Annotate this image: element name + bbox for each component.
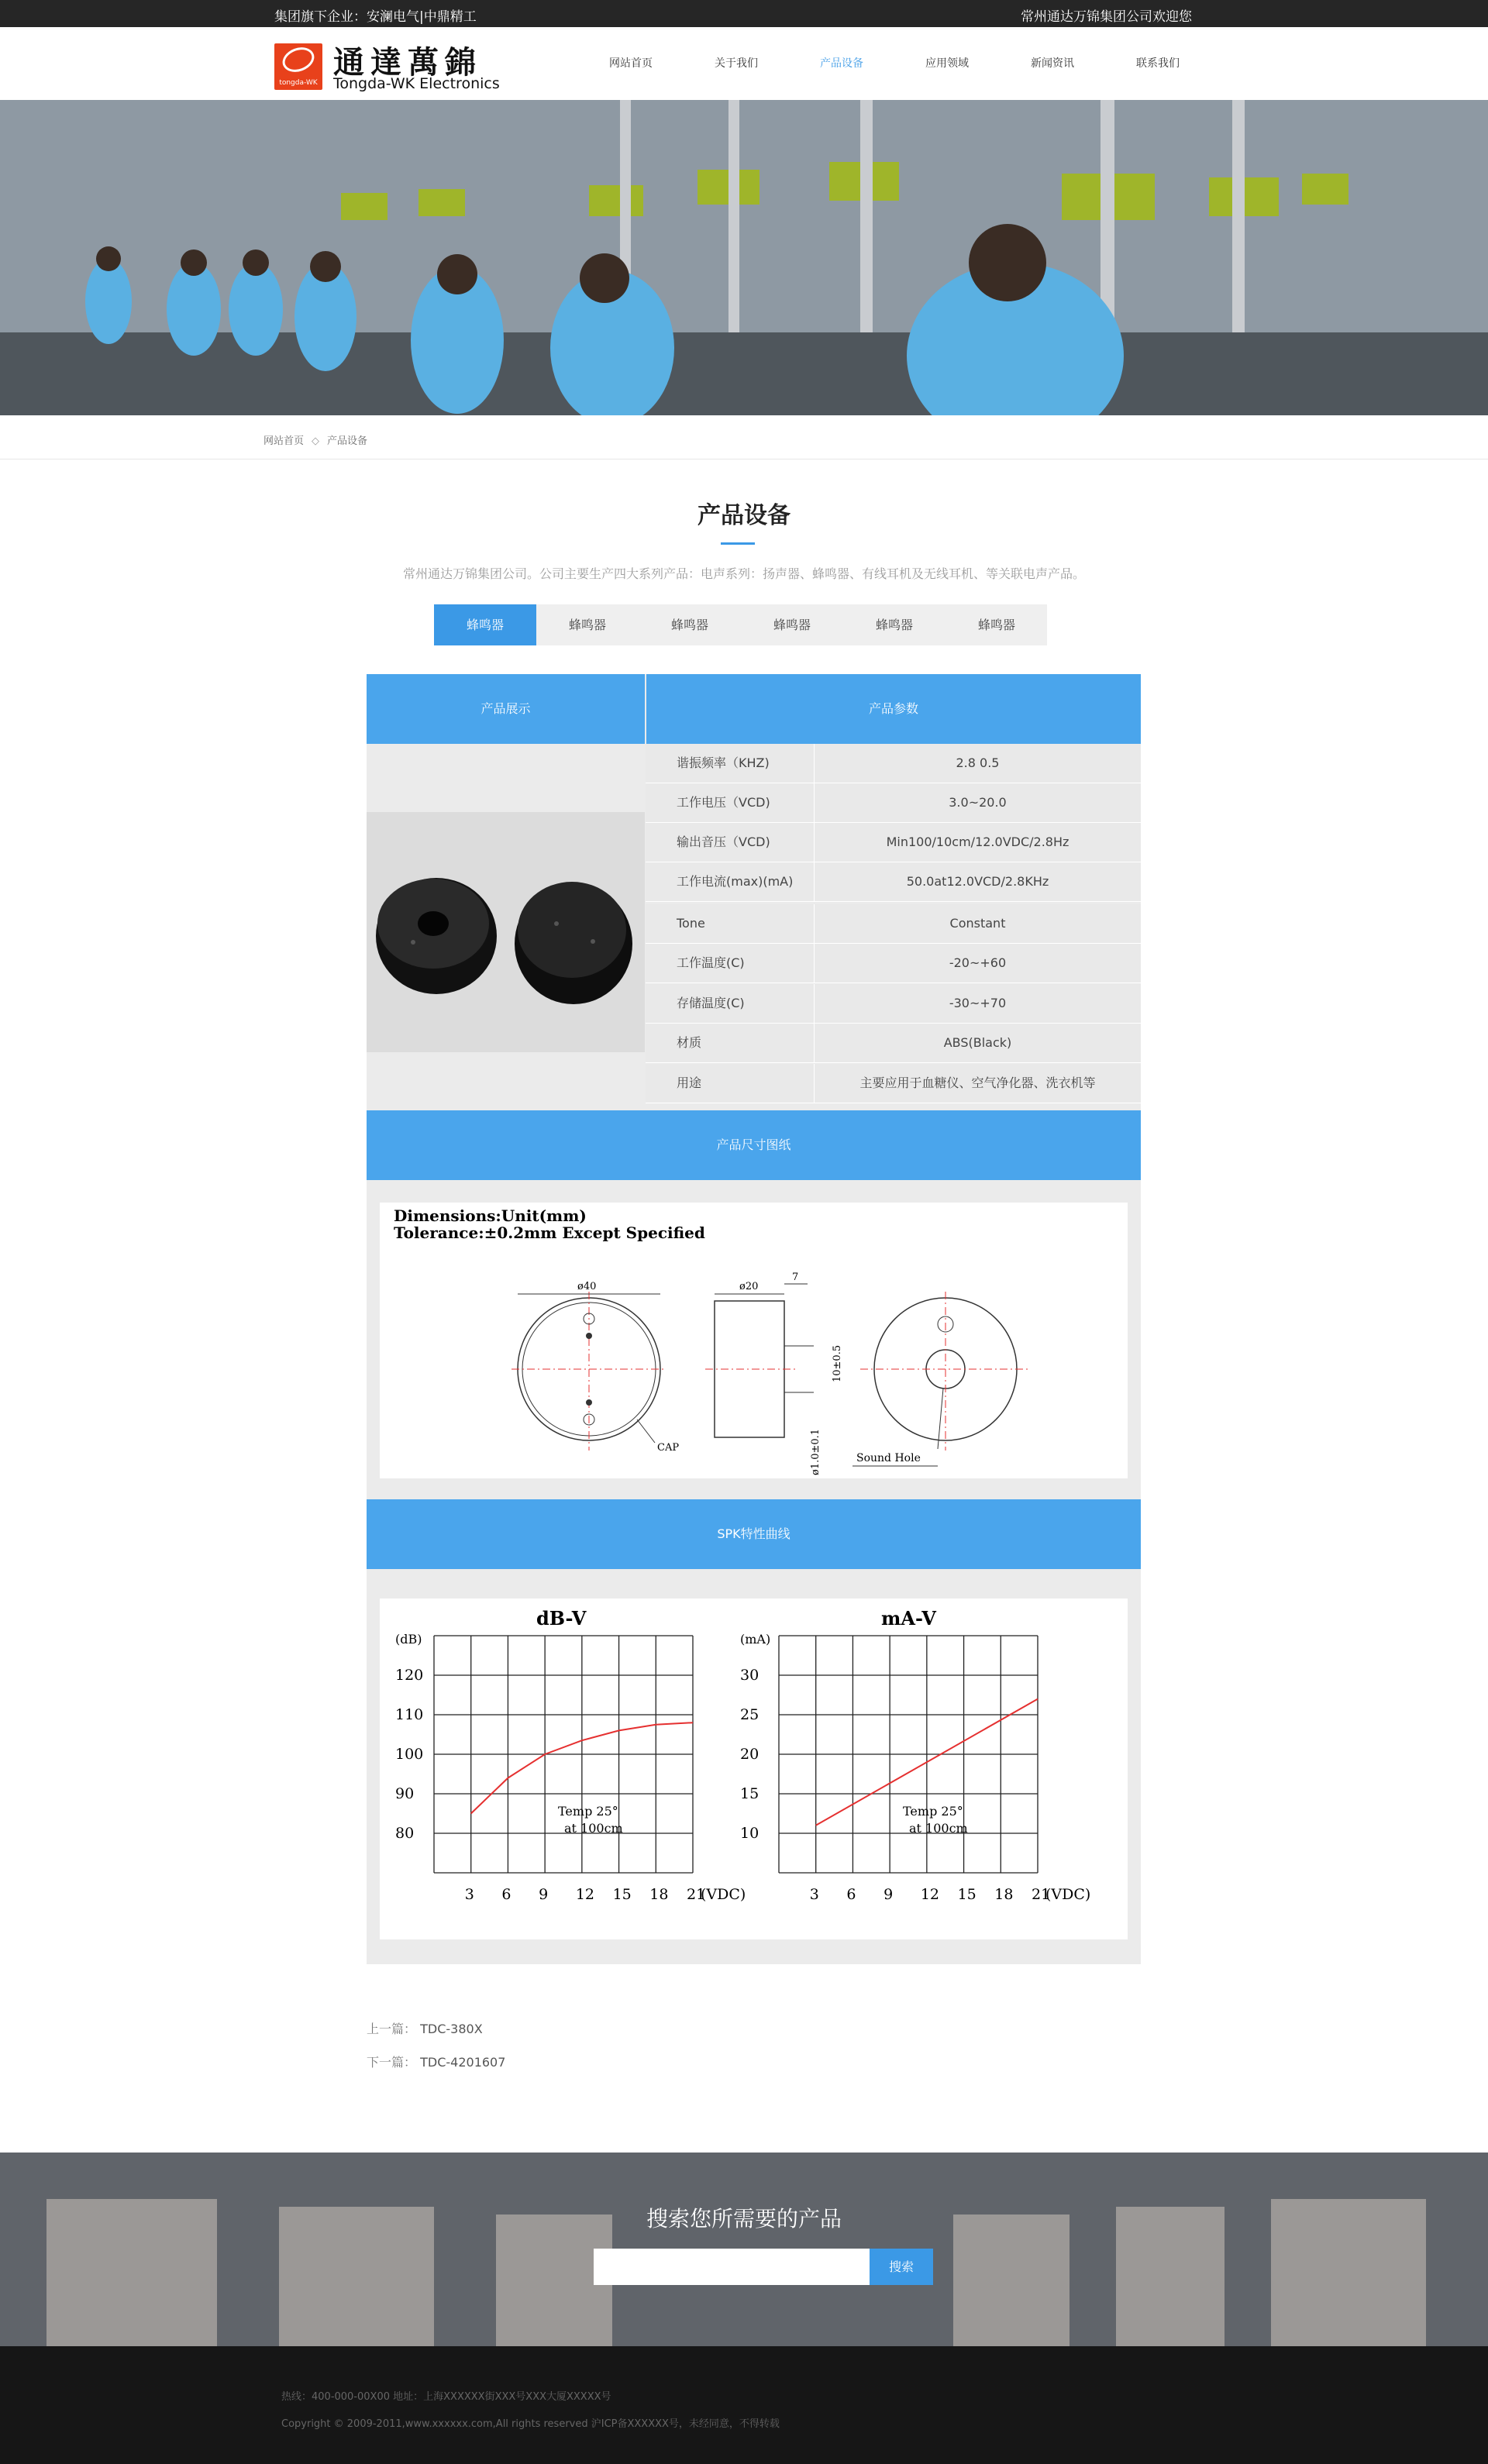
tab-buzzer-1[interactable]: 蜂鸣器 [434,604,536,645]
product-detail-panel [367,674,1141,1964]
dim-10: 10±0.5 [832,1344,843,1382]
group-companies-text: 集团旗下企业：安澜电气|中鼎精工 [274,9,477,25]
y-axis-label: (dB) [395,1632,422,1647]
spk-curve-header: SPK特性曲线 [367,1499,1141,1569]
y-tick-label: 80 [395,1825,415,1842]
chart-title: mA-V [881,1607,936,1629]
x-tick-label: 12 [575,1886,595,1903]
x-axis-label: (VDC) [701,1886,746,1903]
search-button[interactable]: 搜索 [870,2249,933,2285]
y-tick-label: 15 [740,1785,760,1802]
x-tick-label: 6 [846,1886,856,1903]
x-tick-label: 21 [687,1886,706,1903]
chart-title: dB-V [536,1607,587,1629]
category-tabs [434,604,1047,645]
prev-link[interactable]: TDC-380X [420,2022,483,2036]
prev-label: 上一篇： [367,2022,417,2036]
title-underline [721,542,755,545]
dim-d20: ø20 [739,1281,759,1292]
cap-label: CAP [657,1442,680,1454]
sound-hole-label: Sound Hole [856,1452,921,1464]
site-footer [0,2346,1488,2464]
chart-annotation: at 100cm [564,1821,623,1836]
y-tick-label: 110 [395,1706,424,1723]
product-image [367,744,645,1108]
param-row: 工作温度(C) -20~+60 [646,944,1141,983]
param-row: 工作电压（VCD) 3.0~20.0 [646,783,1141,823]
x-axis-label: (VDC) [1045,1886,1091,1903]
logo-badge-text: tongda-WK [279,79,318,87]
size-drawing-header: 产品尺寸图纸 [367,1110,1141,1180]
param-row: Tone Constant [646,904,1141,944]
x-tick-label: 9 [884,1886,894,1903]
footer-contact: 热线：400-000-00X00 地址：上海XXXXXX街XXX号XXX大厦XXXXX号 [281,2391,611,2403]
param-row: 谐振频率（KHZ) 2.8 0.5 [646,744,1141,783]
x-tick-label: 3 [809,1886,819,1903]
dimension-drawing [380,1203,1128,1478]
logo-english: Tongda-WK Electronics [333,75,500,92]
drawing-units-text: Dimensions:Unit(mm) [394,1206,587,1225]
product-show-header: 产品展示 [367,674,645,744]
y-tick-label: 25 [740,1706,760,1723]
x-tick-label: 21 [1032,1886,1051,1903]
welcome-text: 常州通达万锦集团公司欢迎您 [1021,9,1192,25]
page-title: 产品设备 [698,502,790,529]
x-tick-label: 18 [994,1886,1014,1903]
nav-news[interactable]: 新闻资讯 [1031,57,1074,70]
dim-d40: ø40 [577,1281,597,1292]
dim-7: 7 [792,1272,799,1283]
logo-chinese: 通達萬錦 [333,44,482,81]
param-row: 工作电流(max)(mA) 50.0at12.0VCD/2.8KHz [646,862,1141,902]
tab-buzzer-4[interactable]: 蜂鸣器 [773,618,811,632]
x-tick-label: 3 [464,1886,474,1903]
product-param-header: 产品参数 [646,674,1141,744]
y-axis-label: (mA) [740,1632,771,1647]
x-tick-label: 6 [501,1886,512,1903]
spk-charts-svg [380,1599,1128,1939]
next-link[interactable]: TDC-4201607 [420,2055,506,2070]
tab-buzzer-2[interactable]: 蜂鸣器 [568,618,606,632]
next-label: 下一篇： [367,2055,417,2070]
param-row: 用途 主要应用于血糖仪、空气净化器、洗衣机等 [646,1064,1141,1103]
y-tick-label: 30 [740,1667,760,1684]
nav-applications[interactable]: 应用领域 [925,57,969,70]
prev-article[interactable] [367,2019,483,2037]
breadcrumb [264,432,367,447]
x-tick-label: 18 [649,1886,669,1903]
next-article[interactable] [367,2053,505,2070]
breadcrumb-home[interactable]: 网站首页 [264,435,305,447]
drawing-tolerance-text: Tolerance:±0.2mm Except Specified [394,1223,705,1242]
x-tick-label: 15 [957,1886,976,1903]
logo-icon[interactable] [274,43,322,90]
x-tick-label: 12 [920,1886,940,1903]
page-description: 常州通达万锦集团公司。公司主要生产四大系列产品：电声系列：扬声器、蜂鸣器、有线耳机及无线耳机、等关联电声产品。 [402,566,1085,581]
tab-buzzer-5[interactable]: 蜂鸣器 [875,618,913,632]
y-tick-label: 90 [395,1785,415,1802]
y-tick-label: 100 [395,1746,424,1763]
nav-home[interactable]: 网站首页 [609,57,653,70]
x-tick-label: 15 [612,1886,632,1903]
top-bar [0,0,1488,27]
chart-annotation: at 100cm [909,1821,968,1836]
tab-buzzer-6[interactable]: 蜂鸣器 [977,618,1015,632]
nav-products[interactable]: 产品设备 [820,57,863,70]
x-tick-label: 9 [539,1886,549,1903]
nav-contact[interactable]: 联系我们 [1136,57,1180,70]
nav-about[interactable]: 关于我们 [715,57,758,70]
param-row: 存储温度(C) -30~+70 [646,984,1141,1024]
tab-buzzer-3[interactable]: 蜂鸣器 [670,618,708,632]
search-title: 搜索您所需要的产品 [646,2206,842,2232]
breadcrumb-bar [0,415,1488,459]
y-tick-label: 120 [395,1667,424,1684]
y-tick-label: 20 [740,1746,760,1763]
chart-annotation: Temp 25° [903,1804,963,1819]
banner-image [0,100,1488,415]
spk-curves [380,1599,1128,1939]
y-tick-label: 10 [740,1825,760,1842]
search-input[interactable] [594,2249,870,2285]
dim-d1: ø1.0±0.1 [810,1428,822,1475]
breadcrumb-current: 产品设备 [327,435,368,447]
breadcrumb-separator-icon: ◇ [312,435,320,447]
footer-copyright: Copyright © 2009-2011,www.xxxxxx.com,All rights reserved 沪ICP备XXXXXX号，未经同意，不得转载 [281,2418,780,2430]
param-row: 材质 ABS(Black) [646,1024,1141,1063]
param-row: 输出音压（VCD) Min100/10cm/12.0VDC/2.8Hz [646,823,1141,862]
chart-annotation: Temp 25° [558,1804,618,1819]
